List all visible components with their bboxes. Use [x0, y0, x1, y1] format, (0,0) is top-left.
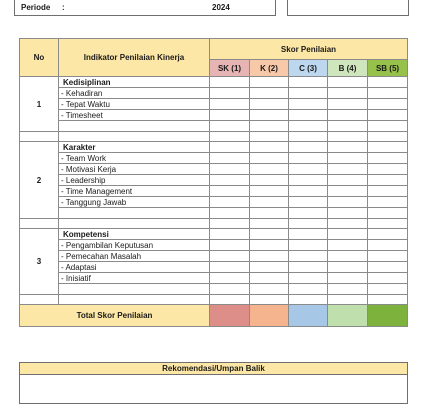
score-cell — [210, 88, 250, 99]
score-cell — [328, 273, 368, 284]
rekomendasi-header — [19, 362, 408, 375]
score-cell — [250, 142, 289, 153]
section-number: 2 — [20, 142, 59, 219]
score-cell — [250, 99, 289, 110]
score-cell — [289, 77, 328, 88]
score-cell — [250, 164, 289, 175]
indicator-row — [20, 262, 408, 273]
score-cell — [289, 284, 328, 295]
score-cell — [368, 175, 408, 186]
indicator-row — [20, 88, 408, 99]
blank-cell — [59, 284, 210, 295]
spacer-row — [20, 219, 408, 229]
spacer-cell — [210, 219, 250, 229]
score-cell — [289, 229, 328, 240]
score-cell — [368, 164, 408, 175]
indicator-row — [20, 251, 408, 262]
score-cell — [328, 88, 368, 99]
signature-box — [287, 0, 409, 16]
score-cell — [328, 142, 368, 153]
score-header-c: C (3) — [289, 60, 328, 77]
indicator-item: - Tanggung Jawab — [59, 197, 210, 208]
indicator-row — [20, 153, 408, 164]
score-cell — [328, 175, 368, 186]
score-cell — [210, 110, 250, 121]
section-title-row — [20, 77, 408, 88]
score-cell — [210, 142, 250, 153]
score-cell — [289, 251, 328, 262]
score-cell — [328, 262, 368, 273]
score-cell — [210, 273, 250, 284]
total-sb-cell — [368, 305, 408, 327]
score-cell — [368, 284, 408, 295]
score-cell — [368, 197, 408, 208]
score-cell — [210, 208, 250, 219]
indicator-item: - Pengambilan Keputusan — [59, 240, 210, 251]
score-cell — [210, 77, 250, 88]
score-cell — [250, 273, 289, 284]
score-cell — [210, 186, 250, 197]
score-cell — [368, 110, 408, 121]
spacer-cell — [250, 132, 289, 142]
score-cell — [328, 197, 368, 208]
section-title: Kedisiplinan — [59, 77, 210, 88]
score-cell — [368, 229, 408, 240]
indicator-item: - Leadership — [59, 175, 210, 186]
indicator-row — [20, 175, 408, 186]
score-cell — [328, 186, 368, 197]
score-cell — [210, 121, 250, 132]
score-cell — [250, 251, 289, 262]
section-title: Kompetensi — [59, 229, 210, 240]
rekomendasi-label: Rekomendasi/Umpan Balik — [162, 364, 265, 373]
spacer-cell — [59, 295, 210, 305]
score-cell — [210, 262, 250, 273]
score-cell — [210, 251, 250, 262]
score-cell — [368, 251, 408, 262]
score-cell — [368, 273, 408, 284]
score-cell — [289, 186, 328, 197]
spacer-cell — [59, 132, 210, 142]
score-cell — [289, 153, 328, 164]
indicator-item: - Time Management — [59, 186, 210, 197]
score-cell — [210, 240, 250, 251]
score-cell — [328, 284, 368, 295]
indicator-row — [20, 110, 408, 121]
section-title: Karakter — [59, 142, 210, 153]
periode-value: 2024 — [212, 3, 230, 12]
indicator-row — [20, 164, 408, 175]
periode-label: Periode — [21, 3, 51, 12]
spacer-cell — [20, 132, 59, 142]
score-cell — [368, 77, 408, 88]
indicator-item: - Team Work — [59, 153, 210, 164]
score-cell — [210, 175, 250, 186]
score-cell — [289, 240, 328, 251]
spacer-cell — [20, 219, 59, 229]
score-cell — [368, 262, 408, 273]
score-cell — [210, 99, 250, 110]
score-cell — [250, 208, 289, 219]
score-cell — [250, 153, 289, 164]
score-cell — [289, 142, 328, 153]
section-blank-row — [20, 208, 408, 219]
spacer-cell — [289, 219, 328, 229]
spacer-cell — [368, 219, 408, 229]
score-cell — [250, 121, 289, 132]
total-label: Total Skor Penilaian — [20, 305, 210, 327]
score-cell — [250, 229, 289, 240]
spacer-cell — [210, 132, 250, 142]
score-cell — [210, 229, 250, 240]
score-cell — [368, 142, 408, 153]
section-title-row — [20, 229, 408, 240]
score-cell — [328, 240, 368, 251]
score-cell — [289, 110, 328, 121]
score-cell — [328, 77, 368, 88]
spacer-cell — [328, 132, 368, 142]
score-cell — [368, 88, 408, 99]
indicator-item: - Tepat Waktu — [59, 99, 210, 110]
total-b-cell — [328, 305, 368, 327]
score-cell — [289, 208, 328, 219]
score-cell — [328, 208, 368, 219]
score-cell — [250, 197, 289, 208]
score-cell — [368, 99, 408, 110]
spacer-cell — [250, 219, 289, 229]
score-cell — [210, 284, 250, 295]
score-cell — [368, 208, 408, 219]
spacer-cell — [289, 295, 328, 305]
score-header-sk: SK (1) — [210, 60, 250, 77]
score-cell — [250, 175, 289, 186]
periode-colon: : — [62, 3, 65, 12]
score-cell — [210, 164, 250, 175]
score-cell — [250, 110, 289, 121]
score-cell — [289, 262, 328, 273]
score-cell — [328, 164, 368, 175]
indicator-row — [20, 99, 408, 110]
score-cell — [368, 121, 408, 132]
score-cell — [328, 251, 368, 262]
blank-cell — [59, 121, 210, 132]
spacer-row — [20, 132, 408, 142]
score-cell — [368, 186, 408, 197]
total-c-cell — [289, 305, 328, 327]
score-cell — [368, 240, 408, 251]
spacer-row — [20, 295, 408, 305]
indicator-row — [20, 240, 408, 251]
section-number: 1 — [20, 77, 59, 132]
section-number: 3 — [20, 229, 59, 295]
spacer-cell — [250, 295, 289, 305]
indicator-row — [20, 186, 408, 197]
evaluation-table — [19, 38, 408, 327]
score-cell — [250, 284, 289, 295]
score-cell — [289, 175, 328, 186]
header-row — [20, 39, 408, 60]
score-header-sb: SB (5) — [368, 60, 408, 77]
score-cell — [289, 164, 328, 175]
score-cell — [328, 121, 368, 132]
score-cell — [289, 88, 328, 99]
spacer-cell — [328, 219, 368, 229]
score-cell — [250, 186, 289, 197]
header-skor: Skor Penilaian — [210, 39, 408, 60]
spacer-cell — [20, 295, 59, 305]
score-cell — [289, 99, 328, 110]
indicator-item: - Inisiatif — [59, 273, 210, 284]
score-cell — [210, 153, 250, 164]
indicator-row — [20, 273, 408, 284]
section-blank-row — [20, 121, 408, 132]
spacer-cell — [59, 219, 210, 229]
score-cell — [289, 121, 328, 132]
score-cell — [250, 240, 289, 251]
total-sk-cell — [210, 305, 250, 327]
score-header-b: B (4) — [328, 60, 368, 77]
indicator-item: - Adaptasi — [59, 262, 210, 273]
score-cell — [289, 197, 328, 208]
score-cell — [250, 77, 289, 88]
info-box — [14, 0, 276, 16]
score-cell — [368, 153, 408, 164]
score-cell — [328, 99, 368, 110]
indicator-item: - Pemecahan Masalah — [59, 251, 210, 262]
section-title-row — [20, 142, 408, 153]
indicator-item: - Motivasi Kerja — [59, 164, 210, 175]
score-cell — [328, 153, 368, 164]
indicator-row — [20, 197, 408, 208]
score-cell — [210, 197, 250, 208]
spacer-cell — [368, 132, 408, 142]
header-indikator: Indikator Penilaian Kinerja — [59, 39, 210, 77]
section-blank-row — [20, 284, 408, 295]
score-cell — [250, 88, 289, 99]
score-cell — [328, 110, 368, 121]
spacer-cell — [368, 295, 408, 305]
header-no: No — [20, 39, 59, 77]
spacer-cell — [328, 295, 368, 305]
total-row — [20, 305, 408, 327]
score-cell — [328, 229, 368, 240]
score-cell — [289, 273, 328, 284]
spacer-cell — [210, 295, 250, 305]
score-header-k: K (2) — [250, 60, 289, 77]
total-k-cell — [250, 305, 289, 327]
indicator-item: - Timesheet — [59, 110, 210, 121]
score-cell — [250, 262, 289, 273]
blank-cell — [59, 208, 210, 219]
spacer-cell — [289, 132, 328, 142]
indicator-item: - Kehadiran — [59, 88, 210, 99]
